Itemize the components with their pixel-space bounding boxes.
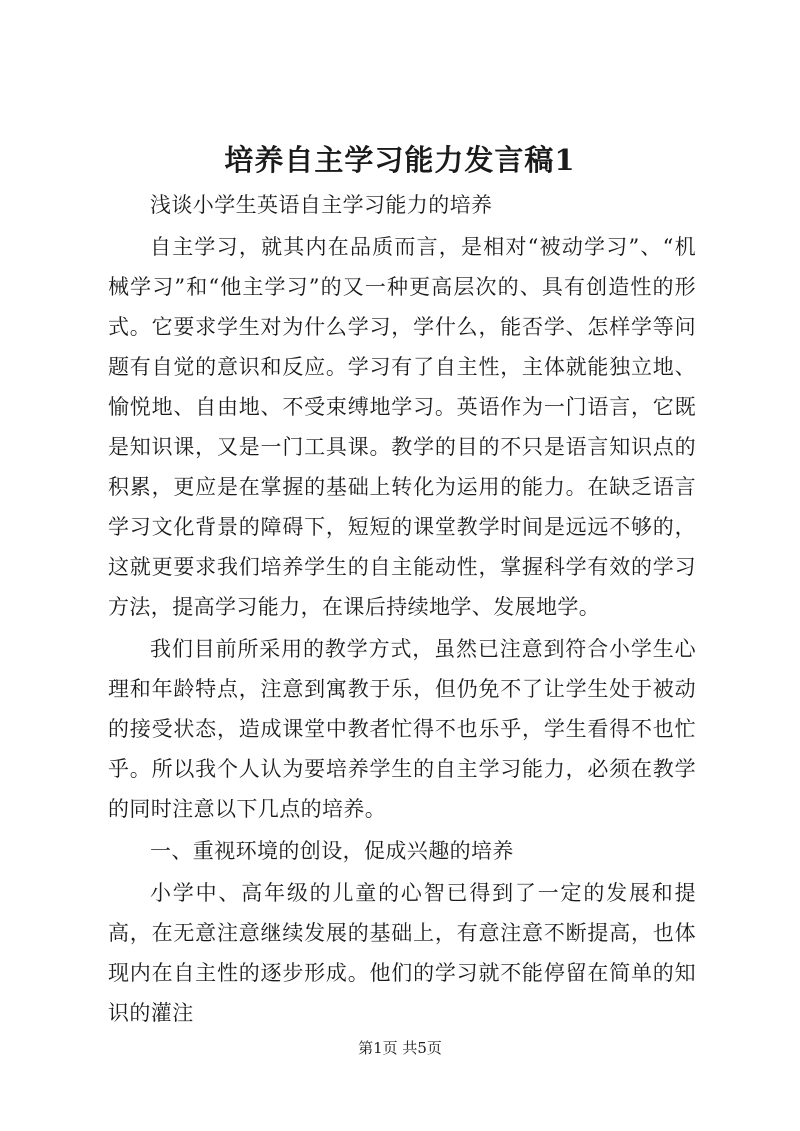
body-paragraph: 小学中、高年级的儿童的心智已得到了一定的发展和提高，在无意注意继续发展的基础上，有意注意不断提高，也体现内在自主性的逐步形成。他们的学习就不能停留在简单的知识的灌注 xyxy=(108,881,696,1025)
subtitle-paragraph: 浅谈小学生英语自主学习能力的培养 xyxy=(150,193,493,217)
body-paragraph: 我们目前所采用的教学方式，虽然已注意到符合小学生心理和年龄特点，注意到寓教于乐，但仍免不了让学生处于被动的接受状态，造成课堂中教者忙得不也乐乎，学生看得不也忙乎。所以我个人认为要培养学生的自主学习能力，必须在教学的同时注意以下几点的培养。 xyxy=(108,637,696,821)
page-footer: 第1页 共5页 xyxy=(358,1039,442,1057)
document-title: 培养自主学习能力发言稿1 xyxy=(224,143,576,177)
document-body xyxy=(108,185,696,1033)
body-paragraph: 自主学习，就其内在品质而言，是相对“被动学习”、“机械学习”和“他主学习”的又一种更高层次的、具有创造性的形式。它要求学生对为什么学习，学什么，能否学、怎样学等问题有自觉的意识和反应。学习有了自主性，主体就能独立地、愉悦地、自由地、不受束缚地学习。英语作为一门语言，它既是知识课，又是一门工具课。教学的目的不只是语言知识点的积累，更应是在掌握的基础上转化为运用的能力。在缺乏语言学习文化背景的障碍下，短短的课堂教学时间是远远不够的，这就更要求我们培养学生的自主能动性，掌握科学有效的学习方法，提高学习能力，在课后持续地学、发展地学。 xyxy=(108,235,696,619)
section-heading: 一、重视环境的创设，促成兴趣的培养 xyxy=(150,839,514,863)
